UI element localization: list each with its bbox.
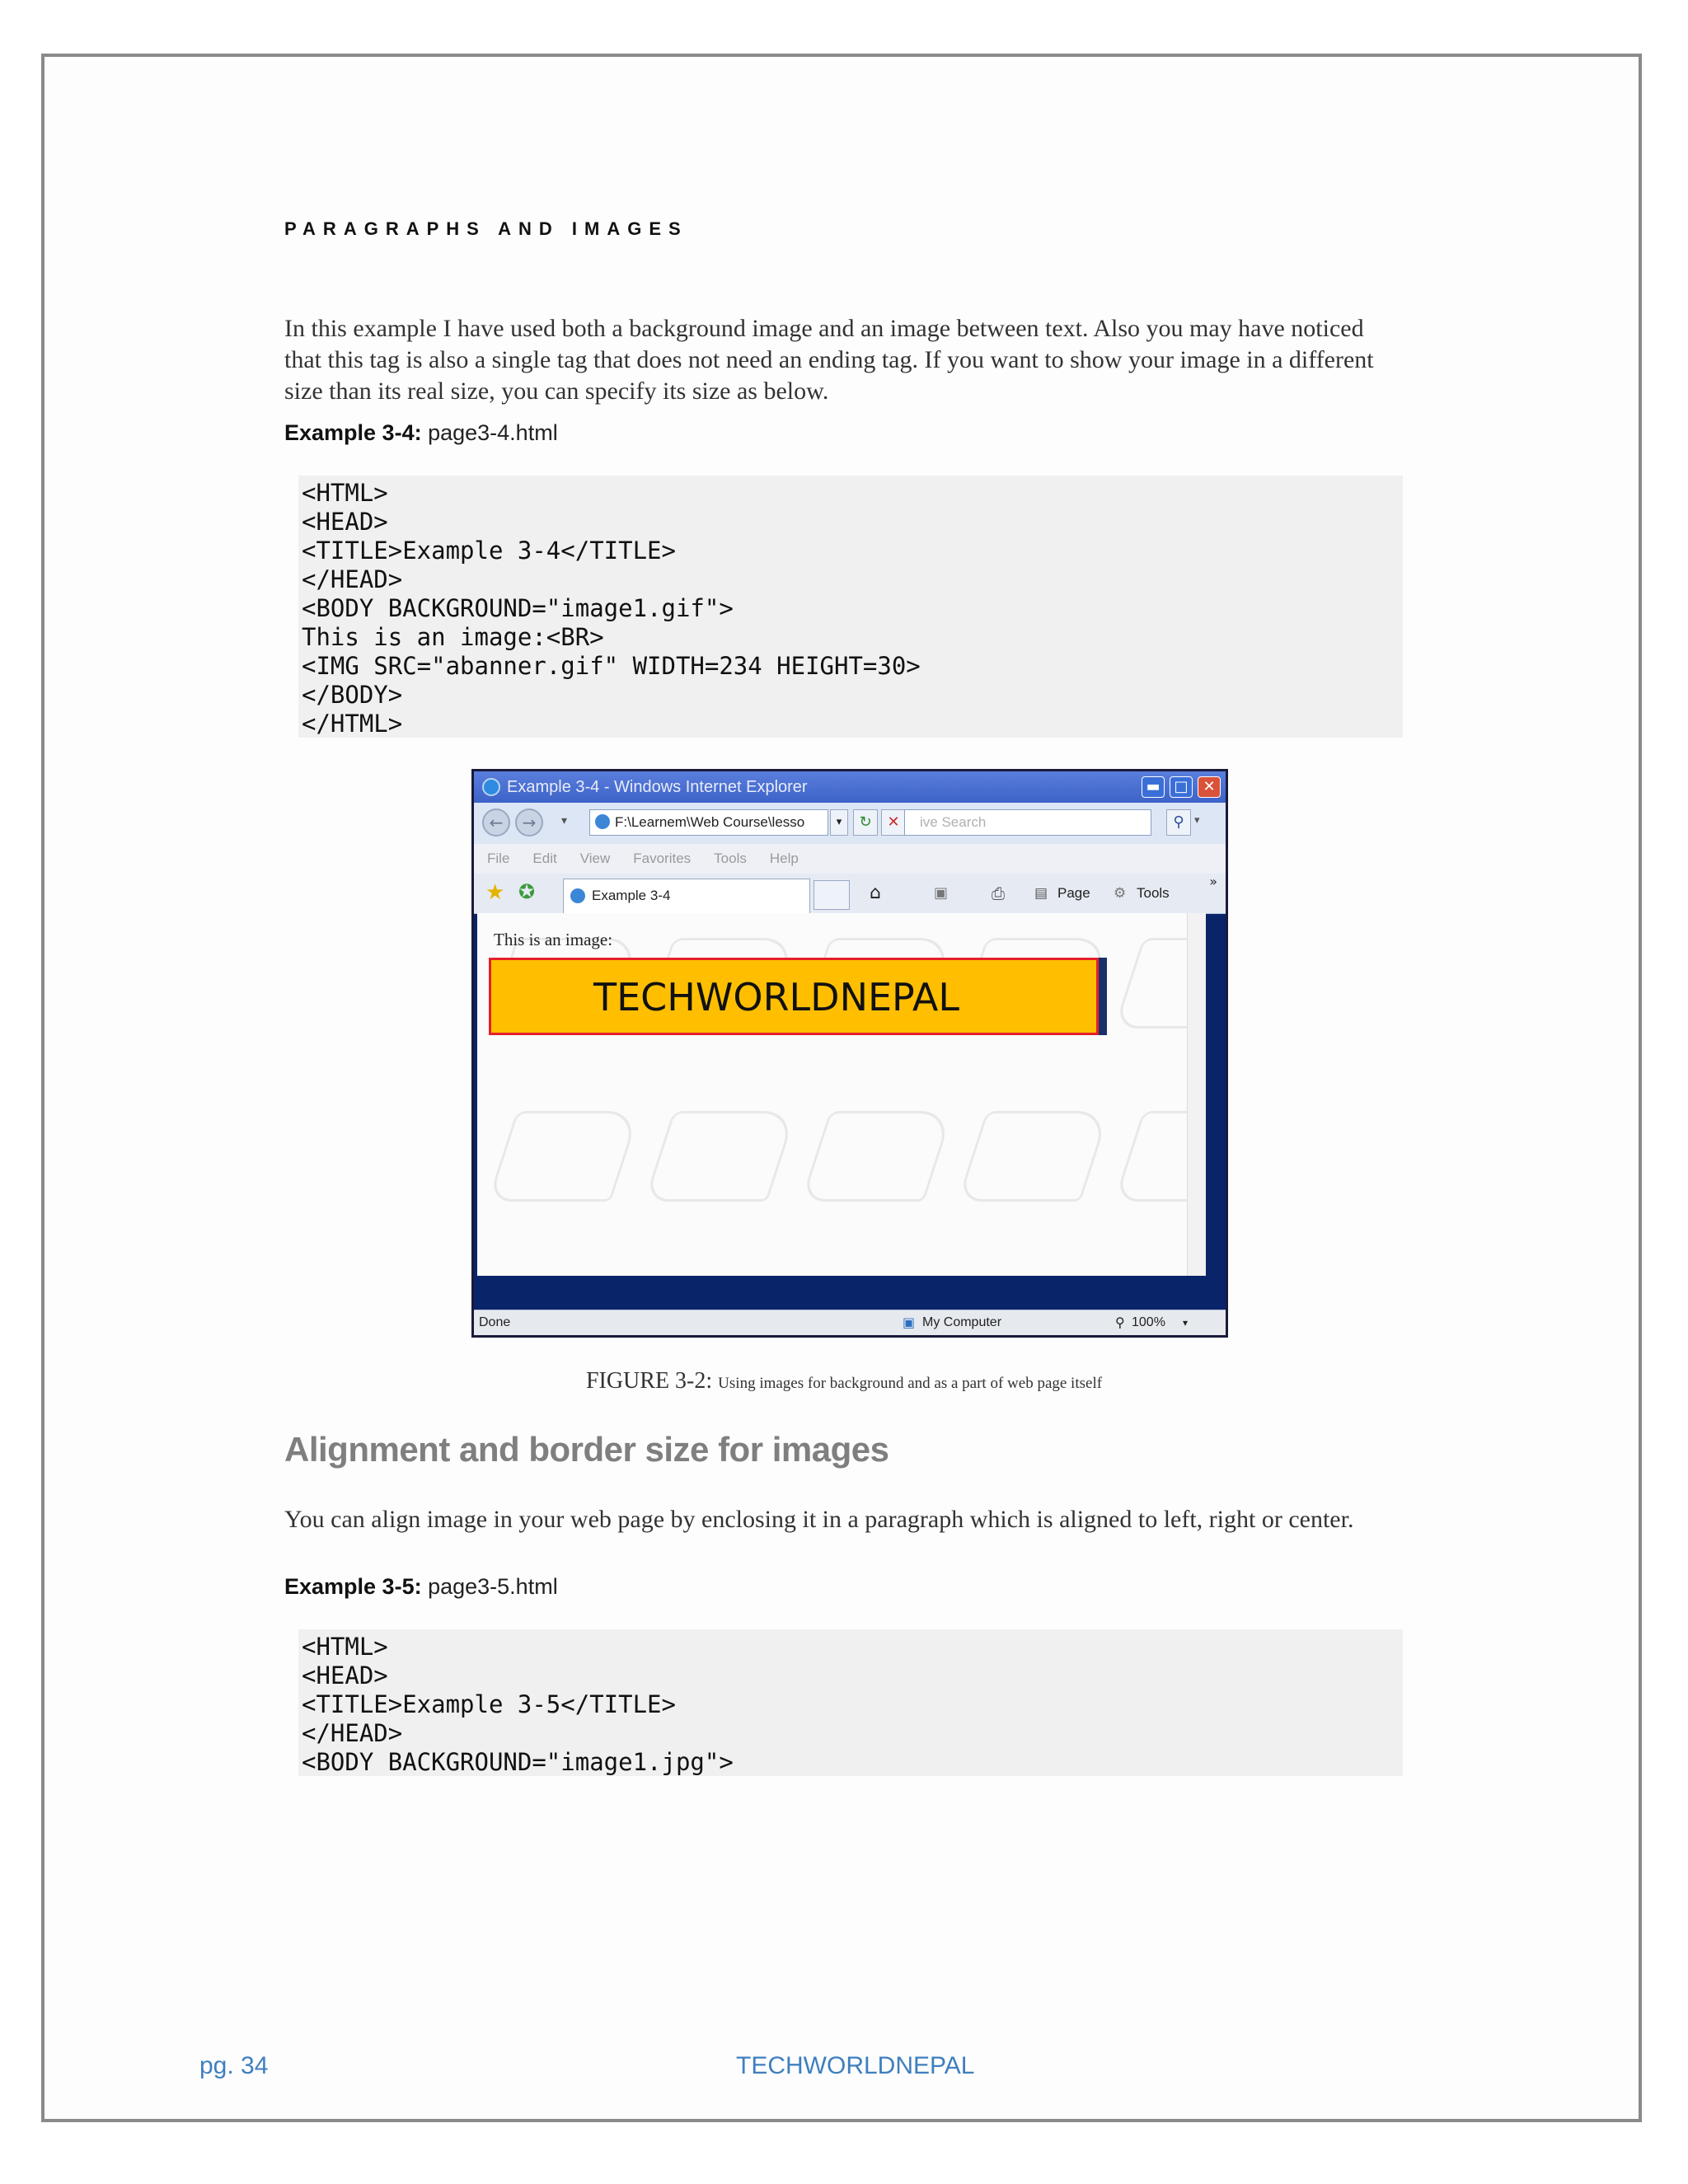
address-bar: [474, 803, 1226, 845]
footer-page-number: pg. 34: [199, 2052, 269, 2079]
zoom-dropdown-icon[interactable]: ▾: [1183, 1317, 1189, 1329]
example-number: Example 3-5:: [284, 1574, 422, 1599]
search-input[interactable]: [904, 809, 1151, 836]
browser-screenshot: [471, 769, 1228, 1338]
tab-page-icon: [570, 888, 585, 903]
code-line: </BODY>: [302, 681, 403, 709]
page-icon: [595, 814, 610, 829]
computer-icon: ▣: [903, 1315, 916, 1330]
code-line: <TITLE>Example 3-5</TITLE>: [302, 1690, 676, 1718]
code-line: <HEAD>: [302, 1661, 388, 1690]
add-favorite-icon[interactable]: ✪: [518, 880, 536, 903]
code-line: </HEAD>: [302, 565, 403, 593]
back-icon[interactable]: ←: [482, 808, 510, 837]
section-paragraph: You can align image in your web page by enclosing it in a paragraph which is aligned to left, right or center.: [284, 1506, 1354, 1533]
running-head: PARAGRAPHS AND IMAGES: [284, 218, 688, 239]
content-text: This is an image:: [494, 930, 613, 949]
feeds-icon[interactable]: ▣: [934, 884, 949, 902]
code-block-example-3-5: [298, 1629, 1403, 1776]
code-block-example-3-4: [298, 476, 1403, 738]
code-line: <HTML>: [302, 479, 388, 507]
maximize-icon[interactable]: □: [1170, 776, 1193, 798]
menu-favorites[interactable]: Favorites: [633, 851, 692, 866]
window-title: Example 3-4 - Windows Internet Explorer: [507, 778, 808, 796]
figure-caption: [0, 1368, 1688, 1394]
chevron-more-icon[interactable]: »: [1209, 874, 1217, 889]
forward-icon[interactable]: →: [515, 808, 543, 837]
page-menu[interactable]: Page: [1057, 885, 1090, 901]
page-menu-icon[interactable]: ▤: [1034, 885, 1048, 902]
search-options-icon[interactable]: ▾: [1194, 814, 1200, 827]
print-icon[interactable]: ⎙: [992, 883, 1005, 903]
code-line: <HEAD>: [302, 508, 388, 536]
refresh-icon[interactable]: ↻: [853, 809, 878, 836]
footer-site-name: TECHWORLDNEPAL: [736, 2052, 975, 2079]
search-icon[interactable]: ⚲: [1166, 809, 1191, 836]
address-field[interactable]: [589, 809, 828, 836]
intro-line: size than its real size, you can specify its size as below.: [284, 377, 829, 405]
menu-bar: [474, 844, 1226, 874]
example-number: Example 3-4:: [284, 420, 422, 445]
code-line: <BODY BACKGROUND="image1.gif">: [302, 594, 734, 622]
status-bar: [474, 1310, 1226, 1335]
intro-line: that this tag is also a single tag that does not need an ending tag. If you want to show your image in a different: [284, 346, 1374, 373]
status-text: Done: [479, 1315, 511, 1329]
menu-help[interactable]: Help: [769, 851, 799, 866]
command-bar: [474, 874, 1226, 914]
new-tab-button[interactable]: [814, 880, 850, 910]
example-3-4-label: [284, 420, 558, 446]
minimize-icon[interactable]: ▬: [1142, 776, 1165, 798]
example-3-5-label: [284, 1574, 558, 1600]
search-placeholder: ive Search: [920, 814, 987, 830]
background-book-image: [800, 1111, 954, 1202]
browser-content-area: [477, 913, 1206, 1276]
code-line: <TITLE>Example 3-4</TITLE>: [302, 537, 676, 565]
background-book-image: [644, 1111, 797, 1202]
menu-view[interactable]: View: [579, 851, 611, 866]
menu-file[interactable]: File: [487, 851, 510, 866]
address-dropdown-icon[interactable]: ▾: [830, 809, 848, 836]
code-line: </HEAD>: [302, 1719, 403, 1747]
history-dropdown-icon[interactable]: ▾: [561, 814, 568, 827]
menu-edit[interactable]: Edit: [532, 851, 557, 866]
close-icon[interactable]: ✕: [1198, 776, 1221, 798]
background-book-image: [487, 1111, 640, 1202]
banner-edge: [1099, 958, 1107, 1035]
intro-paragraph: [284, 313, 1405, 407]
gear-icon[interactable]: ⚙: [1114, 885, 1127, 902]
favorites-star-icon[interactable]: ★: [485, 880, 505, 905]
code-line: <BODY BACKGROUND="image1.jpg">: [302, 1748, 734, 1776]
vertical-scrollbar[interactable]: [1187, 913, 1206, 1276]
example-file: page3-4.html: [428, 420, 558, 445]
figure-text: Using images for background and as a part of web page itself: [718, 1375, 1103, 1392]
intro-line: In this example I have used both a background image and an image between text. Also you may have noticed: [284, 315, 1364, 342]
tab-example-3-4[interactable]: [563, 879, 810, 913]
tab-label: Example 3-4: [592, 888, 671, 903]
code-line: This is an image:<BR>: [302, 623, 604, 651]
section-heading: Alignment and border size for images: [284, 1430, 889, 1469]
address-value: F:\Learnem\Web Course\lesso: [615, 814, 805, 830]
ie-logo-icon: [482, 778, 500, 796]
home-icon[interactable]: ⌂: [870, 883, 881, 903]
banner-image: TECHWORLDNEPAL: [489, 958, 1099, 1035]
code-line: <HTML>: [302, 1633, 388, 1661]
figure-label: FIGURE 3-2:: [585, 1368, 713, 1394]
stop-icon[interactable]: ✕: [881, 809, 906, 836]
background-book-image: [957, 1111, 1110, 1202]
menu-tools[interactable]: Tools: [714, 851, 747, 866]
zoom-icon: ⚲: [1115, 1315, 1125, 1330]
security-zone: My Computer: [922, 1315, 1002, 1329]
code-line: </HTML>: [302, 710, 403, 738]
zoom-level[interactable]: 100%: [1132, 1315, 1165, 1329]
window-title-bar: [474, 771, 1226, 803]
code-line: <IMG SRC="abanner.gif" WIDTH=234 HEIGHT=30>: [302, 652, 921, 680]
example-file: page3-5.html: [428, 1574, 558, 1599]
tools-menu[interactable]: Tools: [1137, 885, 1170, 901]
